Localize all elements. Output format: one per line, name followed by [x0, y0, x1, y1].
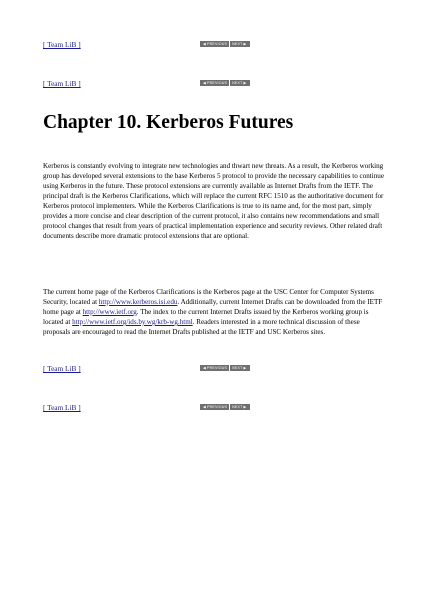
arrow-left-icon: ◀ — [203, 405, 206, 409]
next-label: NEXT — [232, 366, 243, 370]
team-lib-link[interactable]: [ Team LiB ] — [43, 364, 81, 373]
previous-label: PREVIOUS — [206, 366, 228, 370]
nav-bar-top-2 — [43, 79, 383, 91]
next-label: NEXT — [232, 405, 243, 409]
nav-bar-top-1 — [43, 40, 383, 52]
next-button[interactable] — [230, 80, 249, 86]
previous-button[interactable] — [200, 80, 229, 86]
nav-buttons — [200, 365, 250, 371]
next-button[interactable] — [230, 365, 249, 371]
arrow-left-icon: ◀ — [203, 366, 206, 370]
arrow-right-icon: ▶ — [243, 81, 247, 85]
nav-bar-bottom-1 — [43, 364, 383, 376]
ietf-home-link[interactable]: http://www.ietf.org — [82, 308, 137, 316]
arrow-left-icon: ◀ — [203, 42, 206, 46]
paragraph-text: . Readers interested in a more technical discussion of these proposals are encouraged to read the Internet Drafts published at the IETF and USC Kerberos sites. — [43, 318, 360, 336]
arrow-right-icon: ▶ — [243, 42, 247, 46]
nav-bar-bottom-2 — [43, 403, 383, 415]
krb-wg-drafts-link[interactable]: http://www.ietf.org/ids.by.wg/krb-wg.html — [72, 318, 193, 326]
arrow-right-icon: ▶ — [243, 405, 247, 409]
team-lib-link[interactable]: [ Team LiB ] — [43, 403, 81, 412]
paragraph-text: . Additionally, current Internet Drafts can be downloaded from the IETF home page at — [43, 298, 383, 316]
nav-buttons — [200, 41, 250, 47]
nav-buttons — [200, 404, 250, 410]
arrow-right-icon: ▶ — [243, 366, 247, 370]
previous-button[interactable] — [200, 41, 229, 47]
paragraph-text: The current home page of the Kerberos Clarifications is the Kerberos page at the USC Center for Computer Systems Security, located at — [43, 288, 374, 306]
previous-label: PREVIOUS — [206, 405, 228, 409]
team-lib-link[interactable]: [ Team LiB ] — [43, 40, 81, 49]
nav-buttons — [200, 80, 250, 86]
arrow-left-icon: ◀ — [203, 81, 206, 85]
resources-paragraph — [43, 287, 388, 337]
team-lib-link[interactable]: [ Team LiB ] — [43, 79, 81, 88]
intro-paragraph: Kerberos is constantly evolving to integrate new technologies and thwart new threats. As a result, the Kerberos working group has developed several extensions to the base Kerberos 5 protocol to provide the necessary capabilities to continue using Kerberos in the future. These protocol extensions are currently available as Internet Drafts from the IETF. The principal draft is the Kerberos Clarifications, which will replace the current RFC 1510 as the authoritative document for Kerberos protocol implementers. While the Kerberos Clarifications is true to its name and, for the most part, simply provides a more concise and clear description of the current protocol, it also contains new recommendations and small protocol changes that result from years of practical implementation experience and security reviews. Other related draft documents describe more dramatic protocol extensions that are optional. — [43, 162, 384, 240]
paragraph-text: . The index to the current Internet Drafts issued by the Kerberos working group is located at — [43, 308, 369, 326]
previous-button[interactable] — [200, 365, 229, 371]
chapter-title: Chapter 10. Kerberos Futures — [43, 112, 294, 133]
kerberos-isi-link[interactable]: http://www.kerberos.isi.edu — [98, 298, 178, 306]
previous-button[interactable] — [200, 404, 229, 410]
next-label: NEXT — [232, 81, 243, 85]
next-button[interactable] — [230, 41, 249, 47]
previous-label: PREVIOUS — [206, 42, 228, 46]
previous-label: PREVIOUS — [206, 81, 228, 85]
next-button[interactable] — [230, 404, 249, 410]
next-label: NEXT — [232, 42, 243, 46]
